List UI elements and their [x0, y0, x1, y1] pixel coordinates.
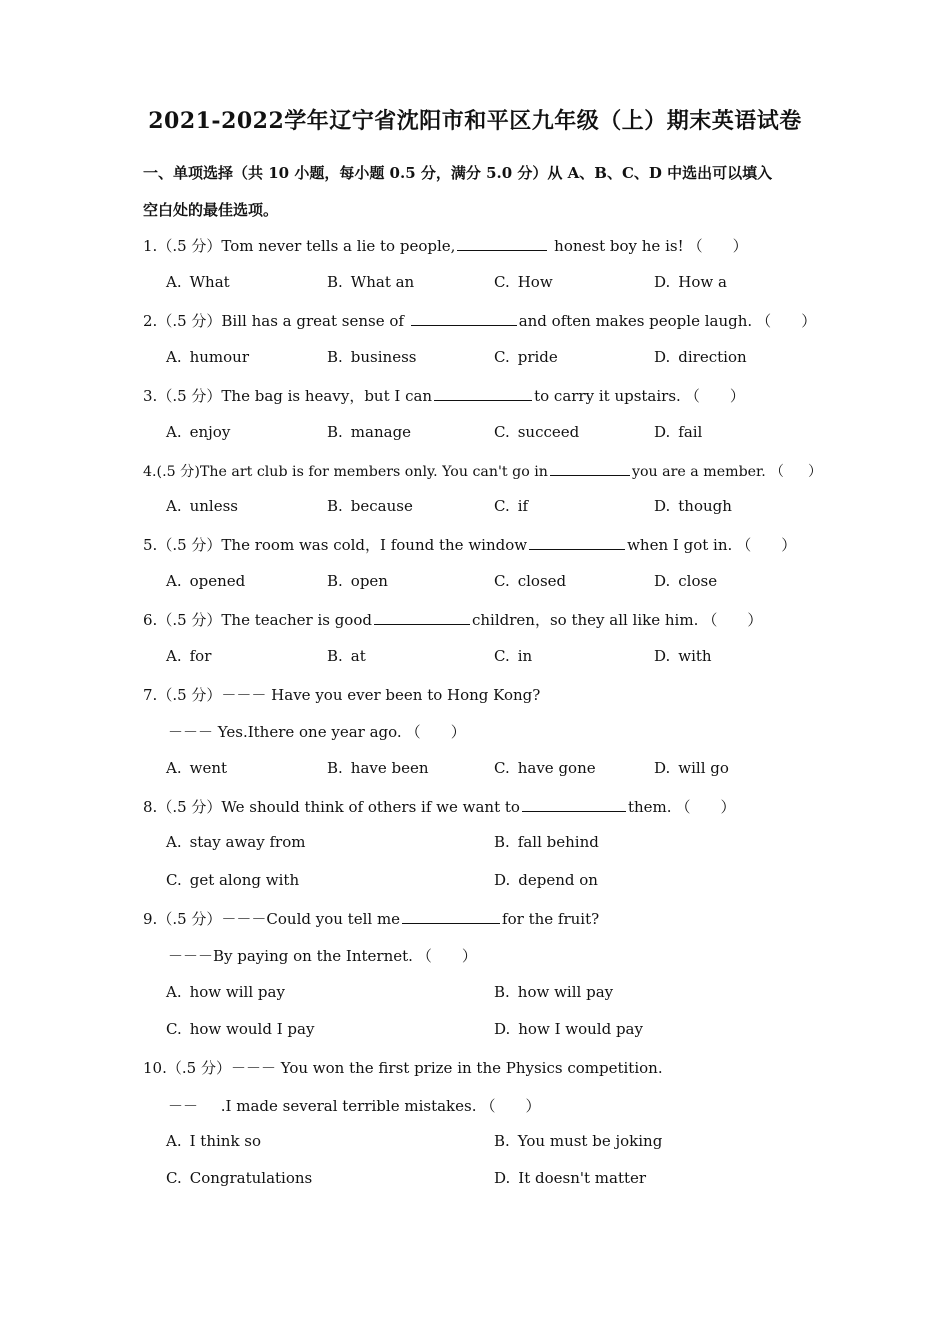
question-3-stem: 3.（.5 分）The bag is heavy，but I can to carry it upstairs. （ ） — [143, 387, 745, 405]
q4-option-c[interactable]: C. if — [494, 497, 529, 515]
q5-option-a[interactable]: A. opened — [166, 572, 246, 590]
section-instructions-line1: 一、单项选择（共 10 小题，每小题 0.5 分，满分 5.0 分）从 A、B、C、D 中选出可以填入 — [143, 164, 773, 182]
q9-option-c[interactable]: C. how would I pay — [166, 1020, 315, 1038]
q8-option-c[interactable]: C. get along with — [166, 871, 300, 889]
q9-option-d[interactable]: D. how I would pay — [494, 1020, 643, 1038]
q1-option-b[interactable]: B. What an — [327, 273, 415, 291]
q1-option-c[interactable]: C. How — [494, 273, 553, 291]
q7-option-c[interactable]: C. have gone — [494, 759, 596, 777]
q3-option-b[interactable]: B. manage — [327, 423, 412, 441]
q4-option-b[interactable]: B. because — [327, 497, 413, 515]
q7-option-a[interactable]: A. went — [166, 759, 228, 777]
q3-option-a[interactable]: A. enjoy — [166, 423, 231, 441]
question-1-stem: 1.（.5 分）Tom never tells a lie to people, honest boy he is! （ ） — [143, 237, 748, 255]
q1-option-a[interactable]: A. What — [166, 273, 230, 291]
q6-option-b[interactable]: B. at — [327, 647, 366, 665]
question-10-reply: －－ .I made several terrible mistakes. （ ） — [168, 1097, 541, 1115]
q7-option-d[interactable]: D. will go — [654, 759, 729, 777]
question-8-stem: 8.（.5 分）We should think of others if we want to them. （ ） — [143, 798, 736, 816]
answer-blank[interactable] — [411, 310, 517, 326]
question-7-reply: －－－ Yes.Ithere one year ago. （ ） — [168, 723, 466, 741]
q3-option-d[interactable]: D. fail — [654, 423, 703, 441]
answer-blank[interactable] — [434, 385, 532, 401]
question-5-stem: 5.（.5 分）The room was cold，I found the window when I got in. （ ） — [143, 536, 797, 554]
q6-option-c[interactable]: C. in — [494, 647, 533, 665]
q7-option-b[interactable]: B. have been — [327, 759, 429, 777]
q9-option-b[interactable]: B. how will pay — [494, 983, 614, 1001]
q5-option-b[interactable]: B. open — [327, 572, 388, 590]
question-4-stem: 4.(.5 分)The art club is for members only. You can't go in you are a member. （ ） — [143, 460, 822, 481]
answer-blank[interactable] — [402, 908, 500, 924]
q2-option-c[interactable]: C. pride — [494, 348, 558, 366]
question-7-stem: 7.（.5 分）－－－ Have you ever been to Hong Kong? — [143, 686, 541, 704]
q8-option-a[interactable]: A. stay away from — [166, 833, 306, 851]
answer-blank[interactable] — [529, 534, 625, 550]
q2-option-d[interactable]: D. direction — [654, 348, 747, 366]
q2-option-b[interactable]: B. business — [327, 348, 417, 366]
question-9-reply: －－－By paying on the Internet. （ ） — [168, 947, 477, 965]
question-10-stem: 10.（.5 分）－－－ You won the first prize in the Physics competition. — [143, 1059, 663, 1077]
q8-option-b[interactable]: B. fall behind — [494, 833, 599, 851]
q6-option-a[interactable]: A. for — [166, 647, 212, 665]
answer-blank[interactable] — [550, 460, 630, 476]
q10-option-b[interactable]: B. You must be joking — [494, 1132, 663, 1150]
answer-blank[interactable] — [374, 609, 470, 625]
q4-option-a[interactable]: A. unless — [166, 497, 239, 515]
question-6-stem: 6.（.5 分）The teacher is good children，so they all like him. （ ） — [143, 611, 763, 629]
q6-option-d[interactable]: D. with — [654, 647, 712, 665]
q3-option-c[interactable]: C. succeed — [494, 423, 580, 441]
q2-option-a[interactable]: A. humour — [166, 348, 250, 366]
q4-option-d[interactable]: D. though — [654, 497, 732, 515]
q8-option-d[interactable]: D. depend on — [494, 871, 598, 889]
page-title: 2021-2022学年辽宁省沈阳市和平区九年级（上）期末英语试卷 — [148, 108, 802, 134]
answer-blank[interactable] — [522, 796, 626, 812]
q10-option-a[interactable]: A. I think so — [166, 1132, 262, 1150]
q10-option-c[interactable]: C. Congratulations — [166, 1169, 313, 1187]
section-heading — [143, 155, 823, 229]
q5-option-c[interactable]: C. closed — [494, 572, 567, 590]
q10-option-d[interactable]: D. It doesn't matter — [494, 1169, 647, 1187]
section-instructions-line2: 空白处的最佳选项。 — [143, 201, 279, 219]
question-2-stem: 2.（.5 分）Bill has a great sense of and often makes people laugh. （ ） — [143, 312, 817, 330]
answer-blank[interactable] — [457, 235, 547, 251]
q9-option-a[interactable]: A. how will pay — [166, 983, 285, 1001]
q5-option-d[interactable]: D. close — [654, 572, 718, 590]
q1-option-d[interactable]: D. How a — [654, 273, 727, 291]
question-9-stem: 9.（.5 分）－－－Could you tell me for the fruit? — [143, 910, 600, 928]
